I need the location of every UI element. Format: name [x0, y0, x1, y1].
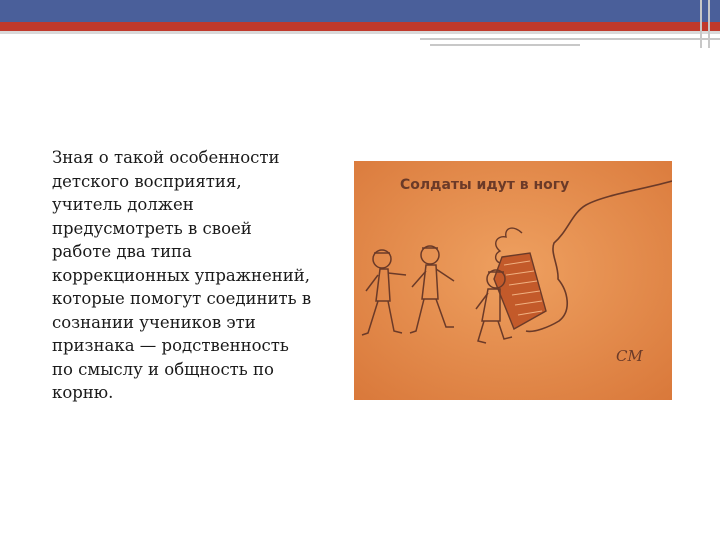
decorative-tick — [700, 0, 702, 48]
illustration-soldiers-marching — [354, 161, 672, 400]
illustration-caption: Солдаты идут в ногу — [400, 177, 570, 193]
decorative-tick — [708, 0, 710, 48]
slide-body-text: Зная о такой особенности детского восприятия, учитель должен предусмотреть в своей работе два типа коррекционных упражнений, которые помогут соединить в сознании учеников эти признака — родственность по смыслу и общность по корню. — [52, 148, 312, 402]
header-bar-blue — [0, 0, 720, 22]
decorative-line — [420, 38, 720, 40]
header-bar-underline — [0, 31, 720, 34]
illustration-signature: СМ — [616, 347, 643, 365]
decorative-line — [430, 44, 580, 46]
header-bar-red — [0, 22, 720, 31]
